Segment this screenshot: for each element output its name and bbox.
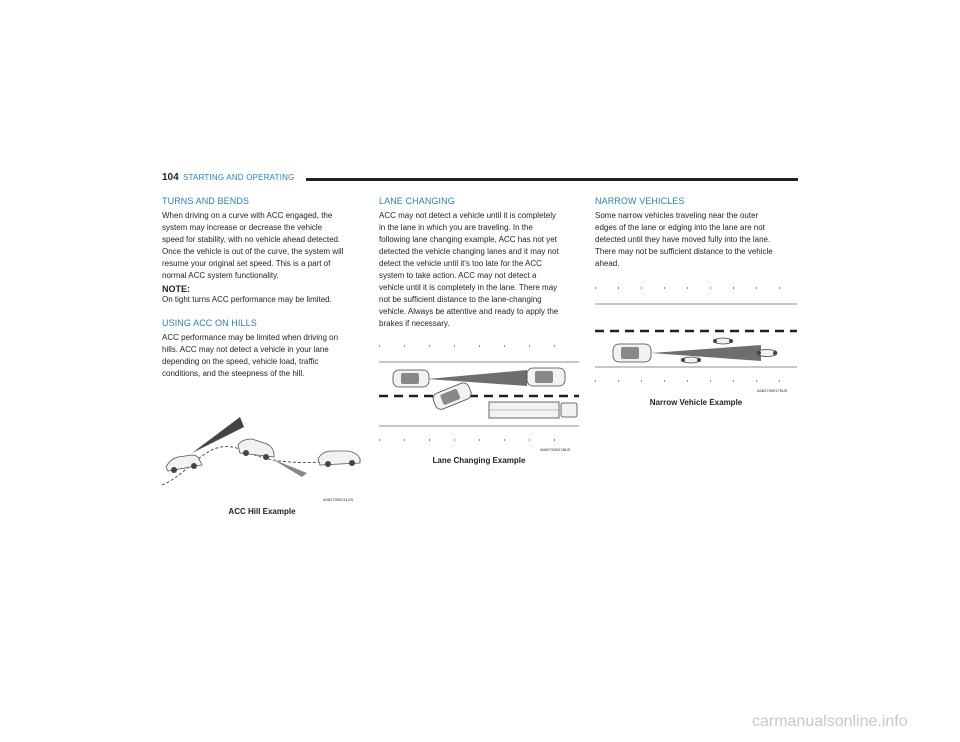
own-car-icon bbox=[393, 370, 429, 387]
lane-change-car-icon bbox=[431, 381, 473, 411]
text-line: ahead. bbox=[595, 259, 620, 268]
text-line: Some narrow vehicles traveling near the outer bbox=[595, 211, 759, 220]
text-line: depending on the speed, vehicle load, traffic bbox=[162, 357, 319, 366]
paragraph-lane-changing bbox=[379, 210, 584, 330]
text-line: When driving on a curve with ACC engaged, the bbox=[162, 211, 333, 220]
note-text: On tight turns ACC performance may be limited. bbox=[162, 295, 332, 304]
text-line: not be sufficient distance to the lane-changing bbox=[379, 295, 542, 304]
figure-caption: Lane Changing Example bbox=[432, 456, 526, 465]
lane-changing-illustration bbox=[379, 340, 579, 445]
figure-caption: Narrow Vehicle Example bbox=[649, 398, 743, 407]
text-line: There may not be sufficient distance to the vehicle bbox=[595, 247, 773, 256]
header-rule bbox=[306, 178, 798, 181]
motorcycle-edge-icon-2 bbox=[681, 357, 701, 363]
figure-caption: ACC Hill Example bbox=[228, 507, 296, 516]
own-car-icon bbox=[613, 344, 651, 362]
heading-narrow-vehicles: NARROW VEHICLES bbox=[595, 196, 685, 206]
motorcycle-icon bbox=[757, 350, 777, 357]
section-title: STARTING AND OPERATING bbox=[183, 173, 295, 182]
heading-using-acc-on-hills: USING ACC ON HILLS bbox=[162, 318, 257, 328]
text-line: in the lane in which you are traveling. In the bbox=[379, 223, 533, 232]
motorcycle-edge-icon bbox=[713, 338, 733, 344]
text-line: edges of the lane or edging into the lane are not bbox=[595, 223, 765, 232]
text-line: detected the vehicle changing lanes and it may not bbox=[379, 247, 559, 256]
paragraph-turns-and-bends bbox=[162, 210, 372, 282]
paragraph-acc-on-hills bbox=[162, 332, 372, 380]
truck-icon bbox=[489, 402, 577, 418]
acc-hill-illustration bbox=[162, 415, 362, 495]
text-line: system may increase or decrease the vehicle bbox=[162, 223, 323, 232]
text-line: speed for stability, with no vehicle ahead detected. bbox=[162, 235, 341, 244]
text-line: resume your original set speed. This is a part of bbox=[162, 259, 331, 268]
watermark-logo[interactable]: carmanualsonline.info bbox=[752, 713, 908, 730]
text-line: vehicle until it is completely in the lane. There may bbox=[379, 283, 558, 292]
figure-code: A0627000178US bbox=[540, 447, 571, 452]
text-line: following lane changing example, ACC has not yet bbox=[379, 235, 557, 244]
heading-lane-changing: LANE CHANGING bbox=[379, 196, 455, 206]
car-2-icon bbox=[238, 439, 274, 460]
text-line: conditions, and the steepness of the hill. bbox=[162, 369, 305, 378]
heading-turns-and-bends: TURNS AND BENDS bbox=[162, 196, 250, 206]
text-line: Once the vehicle is out of the curve, the system will bbox=[162, 247, 344, 256]
car-3-icon bbox=[318, 451, 360, 467]
text-line: brakes if necessary. bbox=[379, 319, 450, 328]
page-number: 104 bbox=[162, 172, 179, 183]
text-line: ACC performance may be limited when driving on bbox=[162, 333, 339, 342]
page-header bbox=[162, 172, 798, 188]
text-line: hills. ACC may not detect a vehicle in your lane bbox=[162, 345, 329, 354]
paragraph-narrow-vehicles bbox=[595, 210, 800, 270]
text-line: vehicle. Always be attentive and ready to apply the bbox=[379, 307, 559, 316]
text-line: detected until they have moved fully into the lane. bbox=[595, 235, 771, 244]
lead-car-icon bbox=[527, 368, 565, 386]
radar-beam bbox=[427, 370, 527, 386]
text-line: system to take action. ACC may not detect a bbox=[379, 271, 537, 280]
note-label: NOTE: bbox=[162, 284, 190, 294]
text-line: normal ACC system functionality. bbox=[162, 271, 279, 280]
text-line: detect the vehicle until it's too late for the ACC bbox=[379, 259, 542, 268]
figure-code: A0627000179US bbox=[757, 388, 788, 393]
narrow-vehicle-illustration bbox=[595, 283, 797, 388]
text-line: ACC may not detect a vehicle until it is completely bbox=[379, 211, 556, 220]
figure-code: A0627000211US bbox=[323, 497, 354, 502]
radar-beam bbox=[651, 345, 761, 361]
